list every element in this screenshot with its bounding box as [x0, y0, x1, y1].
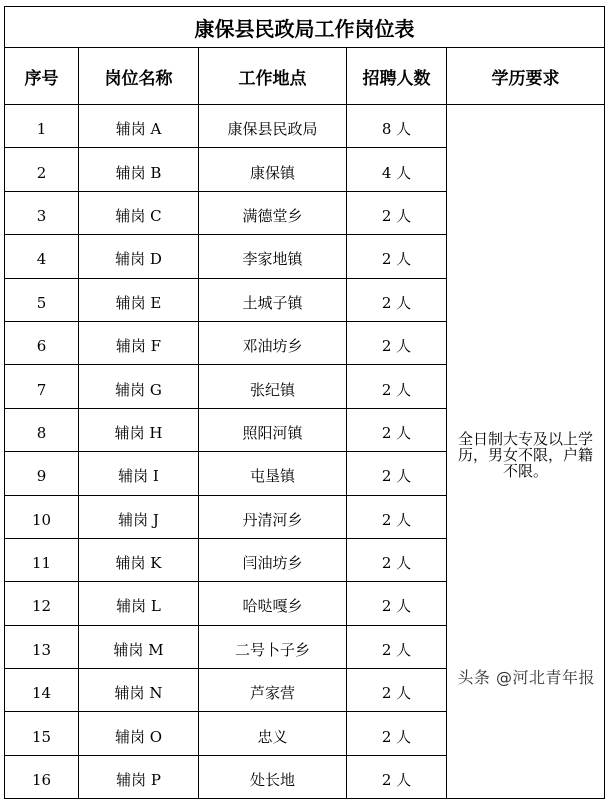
cell-post: 辅岗 H	[79, 408, 199, 451]
cell-place: 邓油坊乡	[199, 321, 347, 364]
cell-count: 4 人	[347, 148, 447, 191]
cell-post: 辅岗 K	[79, 538, 199, 581]
header-row	[5, 48, 605, 105]
cell-place: 李家地镇	[199, 235, 347, 278]
header-post: 岗位名称	[79, 48, 199, 105]
cell-no: 7	[5, 365, 79, 408]
cell-count: 2 人	[347, 365, 447, 408]
cell-place: 丹清河乡	[199, 495, 347, 538]
cell-count: 8 人	[347, 105, 447, 148]
cell-post: 辅岗 I	[79, 452, 199, 495]
cell-post: 辅岗 N	[79, 669, 199, 712]
requirement-cell: 全日制大专及以上学历，男女不限，户籍不限。	[447, 105, 605, 799]
header-no: 序号	[5, 48, 79, 105]
cell-count: 2 人	[347, 278, 447, 321]
cell-place: 张纪镇	[199, 365, 347, 408]
table-row	[5, 105, 605, 148]
header-requirement: 学历要求	[447, 48, 605, 105]
cell-count: 2 人	[347, 538, 447, 581]
cell-place: 康保镇	[199, 148, 347, 191]
cell-no: 6	[5, 321, 79, 364]
cell-place: 满德堂乡	[199, 191, 347, 234]
cell-no: 8	[5, 408, 79, 451]
cell-count: 2 人	[347, 235, 447, 278]
cell-count: 2 人	[347, 712, 447, 755]
cell-post: 辅岗 M	[79, 625, 199, 668]
cell-count: 2 人	[347, 321, 447, 364]
cell-no: 1	[5, 105, 79, 148]
cell-place: 康保县民政局	[199, 105, 347, 148]
cell-place: 哈哒嘎乡	[199, 582, 347, 625]
cell-post: 辅岗 G	[79, 365, 199, 408]
source-watermark: 头条 @河北青年报	[457, 668, 595, 687]
header-place: 工作地点	[199, 48, 347, 105]
cell-post: 辅岗 F	[79, 321, 199, 364]
cell-no: 14	[5, 669, 79, 712]
cell-place: 屯垦镇	[199, 452, 347, 495]
cell-post: 辅岗 C	[79, 191, 199, 234]
cell-count: 2 人	[347, 191, 447, 234]
cell-post: 辅岗 D	[79, 235, 199, 278]
cell-no: 4	[5, 235, 79, 278]
cell-count: 2 人	[347, 495, 447, 538]
cell-count: 2 人	[347, 669, 447, 712]
cell-post: 辅岗 E	[79, 278, 199, 321]
header-count: 招聘人数	[347, 48, 447, 105]
cell-no: 15	[5, 712, 79, 755]
cell-count: 2 人	[347, 625, 447, 668]
cell-count: 2 人	[347, 582, 447, 625]
cell-no: 16	[5, 755, 79, 798]
cell-no: 9	[5, 452, 79, 495]
cell-place: 闫油坊乡	[199, 538, 347, 581]
cell-post: 辅岗 L	[79, 582, 199, 625]
cell-place: 芦家营	[199, 669, 347, 712]
cell-count: 2 人	[347, 408, 447, 451]
cell-no: 13	[5, 625, 79, 668]
cell-count: 2 人	[347, 755, 447, 798]
cell-no: 10	[5, 495, 79, 538]
cell-post: 辅岗 B	[79, 148, 199, 191]
cell-place: 土城子镇	[199, 278, 347, 321]
table-title: 康保县民政局工作岗位表	[5, 7, 605, 48]
cell-count: 2 人	[347, 452, 447, 495]
cell-no: 12	[5, 582, 79, 625]
cell-place: 照阳河镇	[199, 408, 347, 451]
cell-place: 处长地	[199, 755, 347, 798]
cell-post: 辅岗 J	[79, 495, 199, 538]
cell-no: 2	[5, 148, 79, 191]
cell-place: 二号卜子乡	[199, 625, 347, 668]
cell-no: 3	[5, 191, 79, 234]
cell-no: 11	[5, 538, 79, 581]
cell-post: 辅岗 P	[79, 755, 199, 798]
cell-place: 忠义	[199, 712, 347, 755]
cell-post: 辅岗 O	[79, 712, 199, 755]
cell-no: 5	[5, 278, 79, 321]
cell-post: 辅岗 A	[79, 105, 199, 148]
